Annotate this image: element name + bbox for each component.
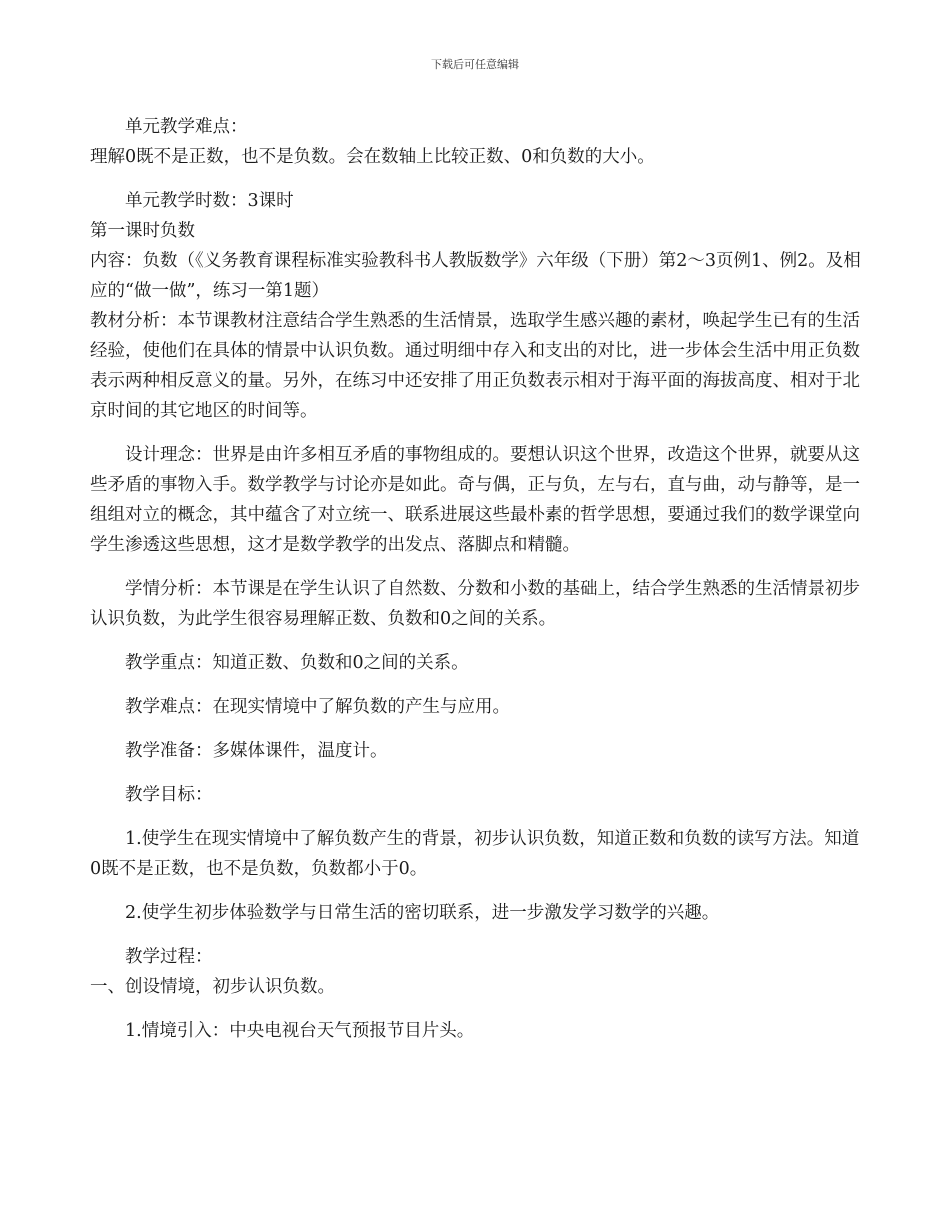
teaching-preparation: 教学准备：多媒体课件，温度计。 xyxy=(125,741,388,761)
textbook-analysis: 教材分析：本节课教材注意结合学生熟悉的生活情景，选取学生感兴趣的素材，唤起学生已有的生活经验，使他们在具体的情景中认识负数。通过明细中存入和支出的对比，进一步体会生活中用正负数表示两种相反意义的量。另外，在练习中还安排了用正负数表示相对于海平面的海拔高度、相对于北京时间的其它地区的时间等。 xyxy=(90,311,860,421)
unit-hours: 单元教学时数：3课时 xyxy=(125,191,294,211)
learner-analysis: 学情分析：本节课是在学生认识了自然数、分数和小数的基础上，结合学生熟悉的生活情景初步认识负数，为此学生很容易理解正数、负数和0之间的关系。 xyxy=(90,579,860,629)
lesson-title: 第一课时负数 xyxy=(90,221,195,241)
teaching-goals-heading: 教学目标： xyxy=(125,785,213,805)
lesson-content: 内容：负数（《义务教育课程标准实验教科书人教版数学》六年级（下册）第2～3页例1、例2。及相应的“做一做”，练习一第1题） xyxy=(90,251,861,301)
teaching-focus: 教学重点：知道正数、负数和0之间的关系。 xyxy=(125,653,469,673)
teaching-goal-1: 1.使学生在现实情境中了解负数产生的背景，初步认识负数，知道正数和负数的读写方法。知道0既不是正数，也不是负数，负数都小于0。 xyxy=(90,829,860,879)
unit-difficulty-heading: 单元教学难点： xyxy=(125,117,248,137)
process-step-1: 1.情境引入：中央电视台天气预报节目片头。 xyxy=(125,1021,475,1041)
unit-difficulty-text: 理解0既不是正数，也不是负数。会在数轴上比较正数、0和负数的大小。 xyxy=(90,147,655,167)
document-body xyxy=(90,112,870,1046)
process-section-1: 一、创设情境，初步认识负数。 xyxy=(90,977,335,997)
design-concept: 设计理念：世界是由许多相互矛盾的事物组成的。要想认识这个世界，改造这个世界，就要从这些矛盾的事物入手。数学教学与讨论亦是如此。奇与偶，正与负，左与右，直与曲，动与静等，是一组组对立的概念，其中蕴含了对立统一、联系进展这些最朴素的哲学思想，要通过我们的数学课堂向学生渗透这些思想，这才是数学教学的出发点、落脚点和精髓。 xyxy=(90,445,860,555)
teaching-difficulty: 教学难点：在现实情境中了解负数的产生与应用。 xyxy=(125,697,510,717)
teaching-goal-2: 2.使学生初步体验数学与日常生活的密切联系，进一步激发学习数学的兴趣。 xyxy=(125,903,720,923)
teaching-process-heading: 教学过程： xyxy=(125,947,213,967)
page-header: 下载后可任意编辑 xyxy=(431,58,519,71)
